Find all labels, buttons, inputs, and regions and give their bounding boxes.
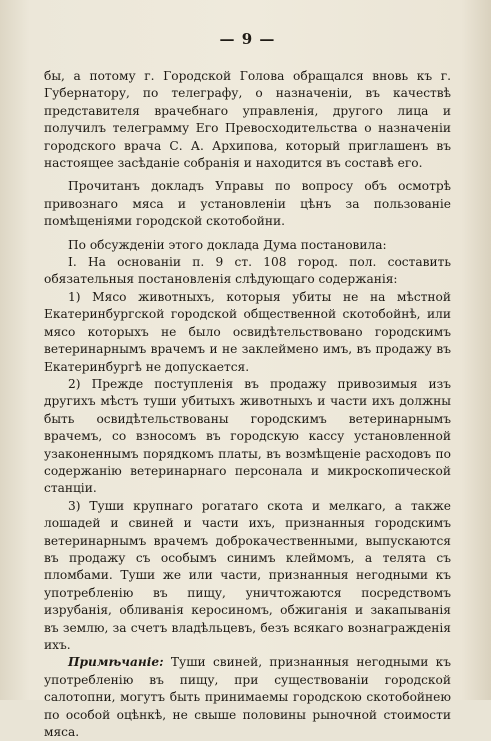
note-text: Туши свиней, признанныя негодными къ употребленію въ пищу, при существованіи городской салотопни, могутъ быть принимаемы городскою скотобойнею по особой оцѣнкѣ, не свыше половины рыночной стоимости мяса. (44, 655, 451, 740)
paragraph-resolution-intro: По обсужденіи этого доклада Дума постановила: (68, 237, 387, 252)
paragraph-item-3: 3) Туши крупнаго рогатаго скота и мелкаго, а также лошадей и свиней и части ихъ, признанныя городскимъ ветеринарнымъ врачемъ доброкачественными, выпускаются въ продажу съ особымъ синимъ клеймомъ, а телята съ пломбами. Туши же или части, признанныя негодными къ употребленію въ пищу, уничтожаются посредствомъ изрубанія, обливанія керосиномъ, обжиганія и закапыванія въ землю, за счетъ владѣльцевъ, безъ всякаго вознагражденія ихъ. (44, 498, 451, 652)
paragraph-section-1: I. На основаніи п. 9 ст. 108 город. пол. составить обязательныя постановленія слѣдующаго содержанія: (44, 255, 451, 287)
paragraph-item-1: 1) Мясо животныхъ, которыя убиты не на мѣстной Екатеринбургской городской общественной скотобойнѣ, или мясо которыхъ не было освидѣтельствовано городскимъ ветеринарнымъ врачемъ и не заклеймено имъ, въ продажу въ Екатеринбургѣ не допускается. (44, 289, 451, 374)
paragraph-report: Прочитанъ докладъ Управы по вопросу объ осмотрѣ привознаго мяса и установленіи цѣнъ за пользованіе помѣщеніями городской скотобойни. (44, 179, 451, 229)
page-number: — 9 — (219, 30, 276, 48)
paragraph-item-2: 2) Прежде поступленія въ продажу привозимыя изъ другихъ мѣстъ туши убитыхъ животныхъ и части ихъ должны быть освидѣтельствованы городскимъ ветеринарнымъ врачемъ, со взносомъ въ городскую кассу установленной узаконеннымъ порядкомъ платы, въ возмѣщеніе расходовъ по содержанію ветеринарнаго персонала и микроскопической станціи. (44, 376, 451, 496)
note-label: Примѣчаніе: (68, 655, 164, 670)
paragraph-telegram: бы, а потому г. Городской Голова обращался вновь къ г. Губернатору, по телеграфу, о назначеніи, въ качествѣ представителя врачебнаго управленія, другого лица и получилъ телеграмму Его Превосходительства о назначеніи городского врача С. А. Архипова, который приглашенъ въ настоящее засѣданіе собранія и находится въ составѣ его. (44, 69, 451, 171)
paragraph-note (44, 654, 451, 741)
